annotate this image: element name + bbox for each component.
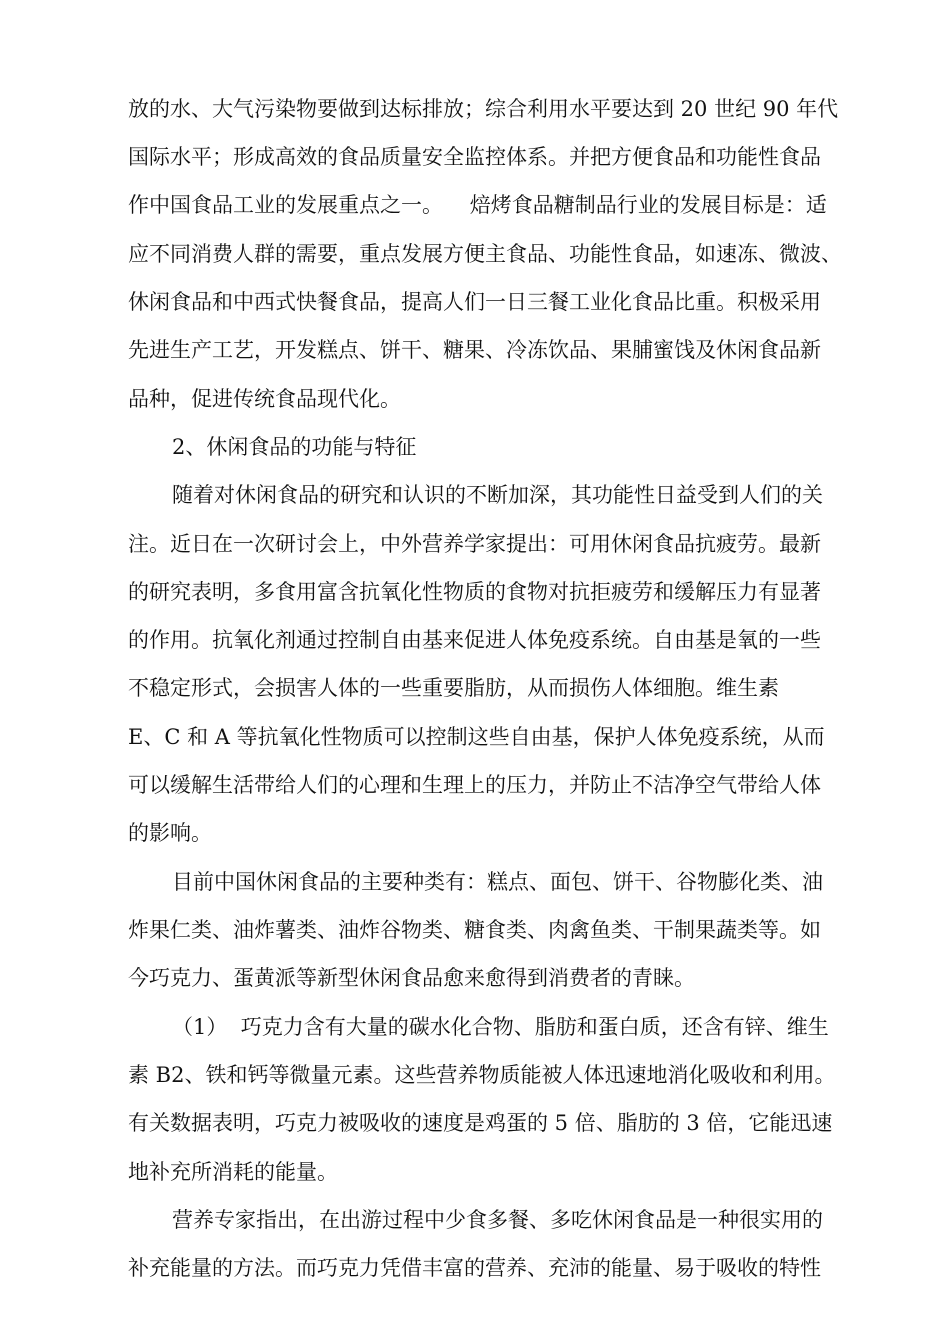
text-line: 的影响。 (128, 821, 212, 845)
text-line: 的研究表明，多食用富含抗氧化性物质的食物对抗拒疲劳和缓解压力有显著 (128, 580, 821, 604)
text-line: 的作用。抗氧化剂通过控制自由基来促进人体免疫系统。自由基是氧的一些 (128, 628, 821, 652)
text-line: 先进生产工艺，开发糕点、饼干、糖果、冷冻饮品、果脯蜜饯及休闲食品新 (128, 338, 821, 362)
text-line: 素 B2、铁和钙等微量元素。这些营养物质能被人体迅速地消化吸收和利用。 (128, 1063, 836, 1087)
text-line: 营养专家指出，在出游过程中少食多餐、多吃休闲食品是一种很实用的 (172, 1208, 823, 1232)
section-heading: 2、休闲食品的功能与特征 (172, 435, 417, 459)
text-line: 不稳定形式，会损害人体的一些重要脂肪，从而损伤人体细胞。维生素 (128, 676, 779, 700)
text-line: （1） 巧克力含有大量的碳水化合物、脂肪和蛋白质，还含有锌、维生 (172, 1015, 829, 1039)
text-line: 作中国食品工业的发展重点之一。 焙烤食品糖制品行业的发展目标是：适 (128, 193, 827, 217)
text-line: 炸果仁类、油炸薯类、油炸谷物类、糖食类、肉禽鱼类、干制果蔬类等。如 (128, 918, 821, 942)
text-line: 目前中国休闲食品的主要种类有：糕点、面包、饼干、谷物膨化类、油 (172, 870, 823, 894)
text-line: 品种，促进传统食品现代化。 (128, 387, 401, 411)
text-line: 放的水、大气污染物要做到达标排放；综合利用水平要达到 20 世纪 90 年代 (128, 97, 839, 121)
text-line: 国际水平；形成高效的食品质量安全监控体系。并把方便食品和功能性食品 (128, 145, 821, 169)
text-line: 补充能量的方法。而巧克力凭借丰富的营养、充沛的能量、易于吸收的特性 (128, 1256, 821, 1280)
text-line: 注。近日在一次研讨会上，中外营养学家提出：可用休闲食品抗疲劳。最新 (128, 532, 821, 556)
text-line: E、C 和 A 等抗氧化性物质可以控制这些自由基，保护人体免疫系统，从而 (128, 725, 825, 749)
text-line: 今巧克力、蛋黄派等新型休闲食品愈来愈得到消费者的青睐。 (128, 966, 695, 990)
text-line: 有关数据表明，巧克力被吸收的速度是鸡蛋的 5 倍、脂肪的 3 倍，它能迅速 (128, 1111, 833, 1135)
text-line: 休闲食品和中西式快餐食品，提高人们一日三餐工业化食品比重。积极采用 (128, 290, 821, 314)
text-line: 可以缓解生活带给人们的心理和生理上的压力，并防止不洁净空气带给人体 (128, 773, 821, 797)
text-line: 地补充所消耗的能量。 (128, 1160, 338, 1184)
text-line: 应不同消费人群的需要，重点发展方便主食品、功能性食品，如速冻、微波、 (128, 242, 842, 266)
text-line: 随着对休闲食品的研究和认识的不断加深，其功能性日益受到人们的关 (172, 483, 823, 507)
